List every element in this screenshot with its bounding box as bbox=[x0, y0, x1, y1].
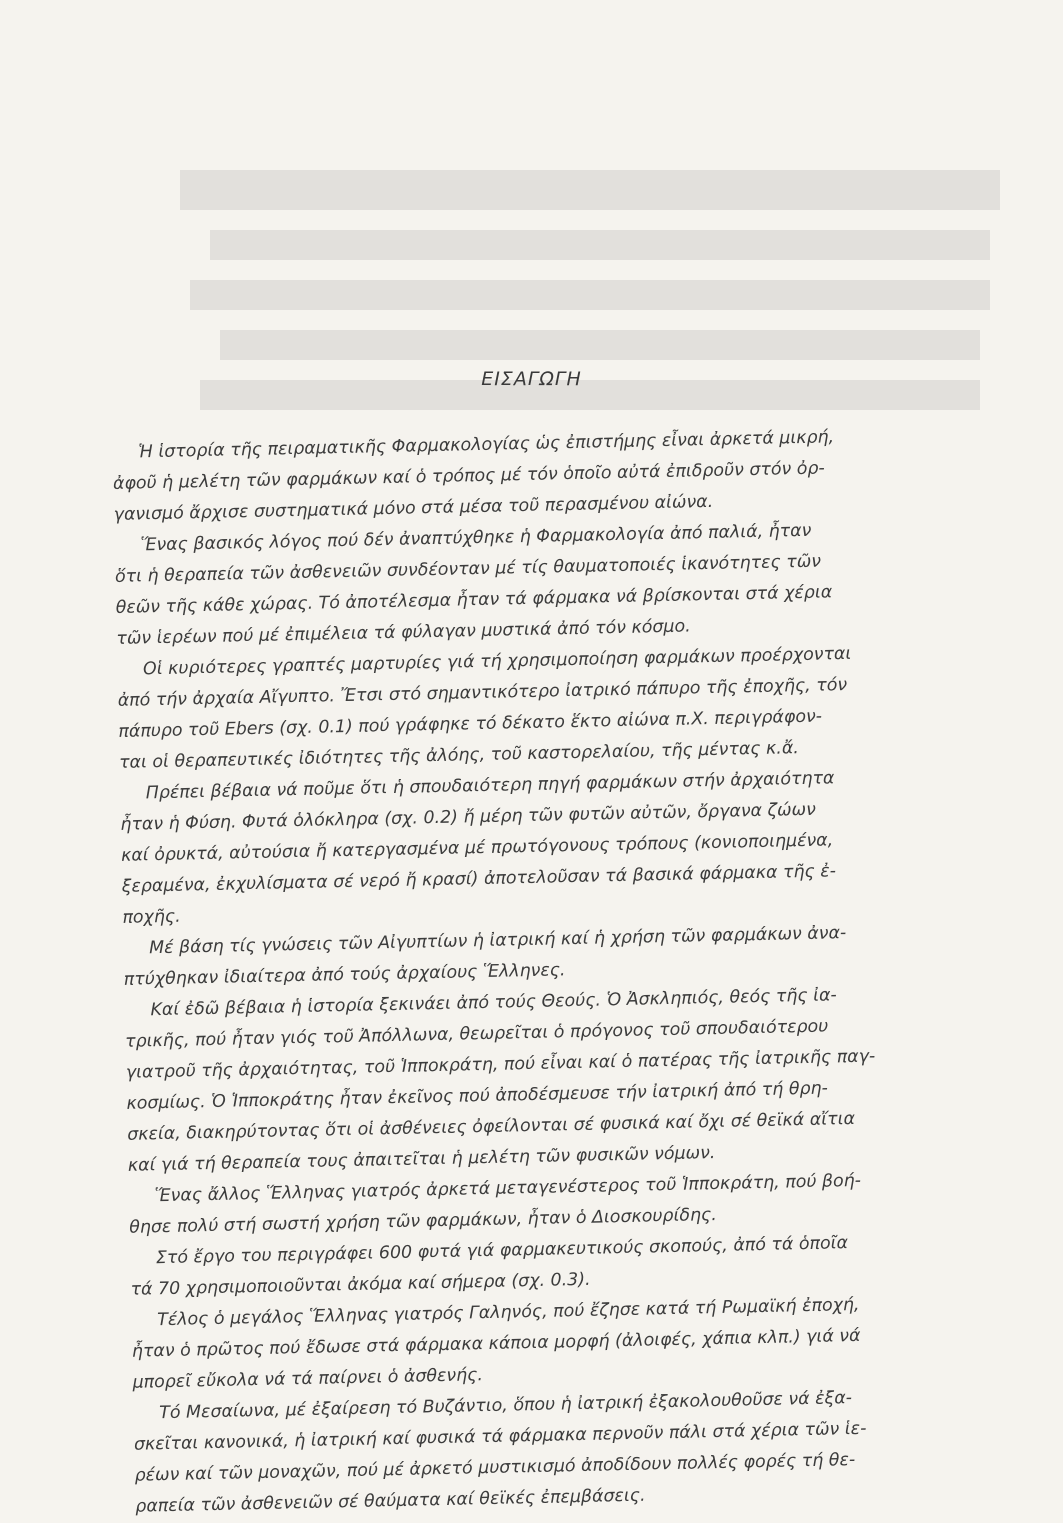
text-line: ἦταν ὁ πρῶτος πού ἔδωσε στά φάρμακα κάποια μορφή (ἀλοιφές, χάπια κλπ.) γιά νά bbox=[131, 1325, 861, 1362]
text-line: Ἕνας βασικός λόγος πού δέν ἀναπτύχθηκε ἡ Φαρμακολογία ἀπό παλιά, ἦταν bbox=[140, 520, 812, 556]
text-line: Μέ βάση τίς γνώσεις τῶν Αἰγυπτίων ἡ ἰατρική καί ἡ χρήση τῶν φαρμάκων ἀνα- bbox=[148, 923, 847, 959]
text-line: κοσμίως. Ὁ Ἱπποκράτης ἦταν ἐκεῖνος πού ἀποδέσμευσε τήν ἰατρική ἀπό τή θρη- bbox=[126, 1078, 829, 1114]
text-line: μπορεῖ εὔκολα νά τά παίρνει ὁ ἀσθενής. bbox=[132, 1365, 484, 1393]
text-line: σκεία, διακηρύτοντας ὅτι οἱ ἀσθένειες ὀφείλονται σέ φυσικά καί ὄχι σέ θεϊκά αἴτια bbox=[126, 1108, 856, 1145]
text-line: ποχῆς. bbox=[122, 906, 181, 928]
body-text bbox=[112, 420, 980, 1523]
paragraph bbox=[117, 637, 965, 779]
paragraph bbox=[124, 977, 973, 1181]
text-line: καί ὀρυκτά, αὐτούσια ἤ κατεργασμένα μέ πρωτόγονους τρόπους (κονιοποιημένα, bbox=[120, 830, 834, 866]
text-line: σκεῖται κανονικά, ἡ ἰατρική καί φυσικά τά φάρμακα περνοῦν πάλι στά χέρια τῶν ἱε- bbox=[133, 1418, 867, 1455]
text-line: τῶν ἱερέων πού μέ ἐπιμέλεια τά φύλαγαν μυστικά ἀπό τόν κόσμο. bbox=[116, 616, 691, 649]
text-line: πάπυρο τοῦ Ebers (σχ. 0.1) πού γράφηκε τό δέκατο ἕκτο αἰώνα π.Χ. περιγράφον- bbox=[118, 706, 823, 742]
paragraph bbox=[114, 513, 962, 655]
text-line: ραπεία τῶν ἀσθενειῶν σέ θαύματα καί θεϊκές ἐπεμβάσεις. bbox=[135, 1485, 646, 1517]
text-line: τρικῆς, πού ἦταν γιός τοῦ Ἀπόλλωνα, θεωρεῖται ὁ πρόγονος τοῦ σπουδαιότερου bbox=[124, 1016, 829, 1052]
text-line: Καί ἐδῶ βέβαια ἡ ἱστορία ξεκινάει ἀπό τούς Θεούς. Ὁ Ἀσκληπιός, θεός τῆς ἰα- bbox=[150, 985, 837, 1021]
text-line: Οἱ κυριότερες γραπτές μαρτυρίες γιά τή χρησιμοποίηση φαρμάκων προέρχονται bbox=[142, 643, 852, 680]
text-line: Στό ἔργο του περιγράφει 600 φυτά γιά φαρμακευτικούς σκοπούς, ἀπό τά ὁποῖα bbox=[155, 1233, 849, 1269]
text-line: ἦταν ἡ Φύση. Φυτά ὁλόκληρα (σχ. 0.2) ἤ μέρη τῶν φυτῶν αὐτῶν, ὄργανα ζώων bbox=[120, 799, 817, 835]
text-line: ξεραμένα, ἐκχυλίσματα σέ νερό ἤ κρασί) ἀποτελοῦσαν τά βασικά φάρμακα τῆς ἐ- bbox=[121, 861, 837, 897]
text-line: θησε πολύ στή σωστή χρήση τῶν φαρμάκων, ἦταν ὁ Διοσκουρίδης. bbox=[129, 1204, 717, 1238]
paragraph bbox=[131, 1287, 978, 1398]
text-line: γανισμό ἄρχισε συστηματικά μόνο στά μέσα τοῦ περασμένου αἰώνα. bbox=[113, 491, 714, 525]
text-line: Πρέπει βέβαια νά ποῦμε ὅτι ἡ σπουδαιότερη πηγή φαρμάκων στήν ἀρχαιότητα bbox=[145, 768, 835, 804]
text-line: ται οἱ θεραπευτικές ἰδιότητες τῆς ἀλόης, τοῦ καστορελαίου, τῆς μέντας κ.ἄ. bbox=[118, 738, 800, 773]
text-line: τά 70 χρησιμοποιοῦνται ἀκόμα καί σήμερα (σχ. 0.3). bbox=[130, 1269, 591, 1300]
text-line: ἀπό τήν ἀρχαία Αἴγυπτο. Ἔτσι στό σημαντικότερο ἰατρικό πάπυρο τῆς ἐποχῆς, τόν bbox=[117, 675, 848, 711]
text-line: ρέων καί τῶν μοναχῶν, πού μέ ἀρκετό μυστικισμό ἀποδίδουν πολλές φορές τή θε- bbox=[134, 1450, 856, 1486]
text-line: Τό Μεσαίωνα, μέ ἐξαίρεση τό Βυζάντιο, ὅπου ἡ ἰατρική ἐξακολουθοῦσε νά ἐξα- bbox=[159, 1388, 853, 1424]
text-line: θεῶν τῆς κάθε χώρας. Τό ἀποτέλεσμα ἦταν τά φάρμακα νά βρίσκονται στά χέρια bbox=[115, 582, 833, 618]
text-line: πτύχθηκαν ἰδιαίτερα ἀπό τούς ἀρχαίους Ἕλληνες. bbox=[123, 960, 566, 990]
text-line: ἀφοῦ ἡ μελέτη τῶν φαρμάκων καί ὁ τρόπος μέ τόν ὁποῖο αὐτά ἐπιδροῦν στόν ὀρ- bbox=[112, 458, 825, 494]
text-line: γιατροῦ τῆς ἀρχαιότητας, τοῦ Ἱπποκράτη, πού εἶναι καί ὁ πατέρας τῆς ἰατρικῆς παγ- bbox=[125, 1046, 876, 1083]
page-title: ΕΙΣΑΓΩΓΗ bbox=[481, 368, 582, 390]
text-line: καί γιά τή θεραπεία τους ἀπαιτεῖται ἡ μελέτη τῶν φυσικῶν νόμων. bbox=[127, 1143, 716, 1176]
paragraph bbox=[119, 760, 967, 933]
text-line: Τέλος ὁ μεγάλος Ἕλληνας γιατρός Γαληνός, πού ἔζησε κατά τή Ρωμαϊκή ἐποχή, bbox=[157, 1294, 860, 1331]
paragraph bbox=[133, 1380, 981, 1522]
paragraph bbox=[112, 420, 959, 531]
text-line: Ἡ ἱστορία τῆς πειραματικῆς Φαρμακολογίας ὡς ἐπιστήμης εἶναι ἀρκετά μικρή, bbox=[138, 427, 835, 463]
text-line: Ἕνας ἄλλος Ἕλληνας γιατρός ἀρκετά μεταγενέστερος τοῦ Ἱπποκράτη, πού βοή- bbox=[154, 1170, 862, 1207]
text-line: ὅτι ἡ θεραπεία τῶν ἀσθενειῶν συνδέονταν μέ τίς θαυματοποιές ἱκανότητες τῶν bbox=[114, 551, 822, 587]
